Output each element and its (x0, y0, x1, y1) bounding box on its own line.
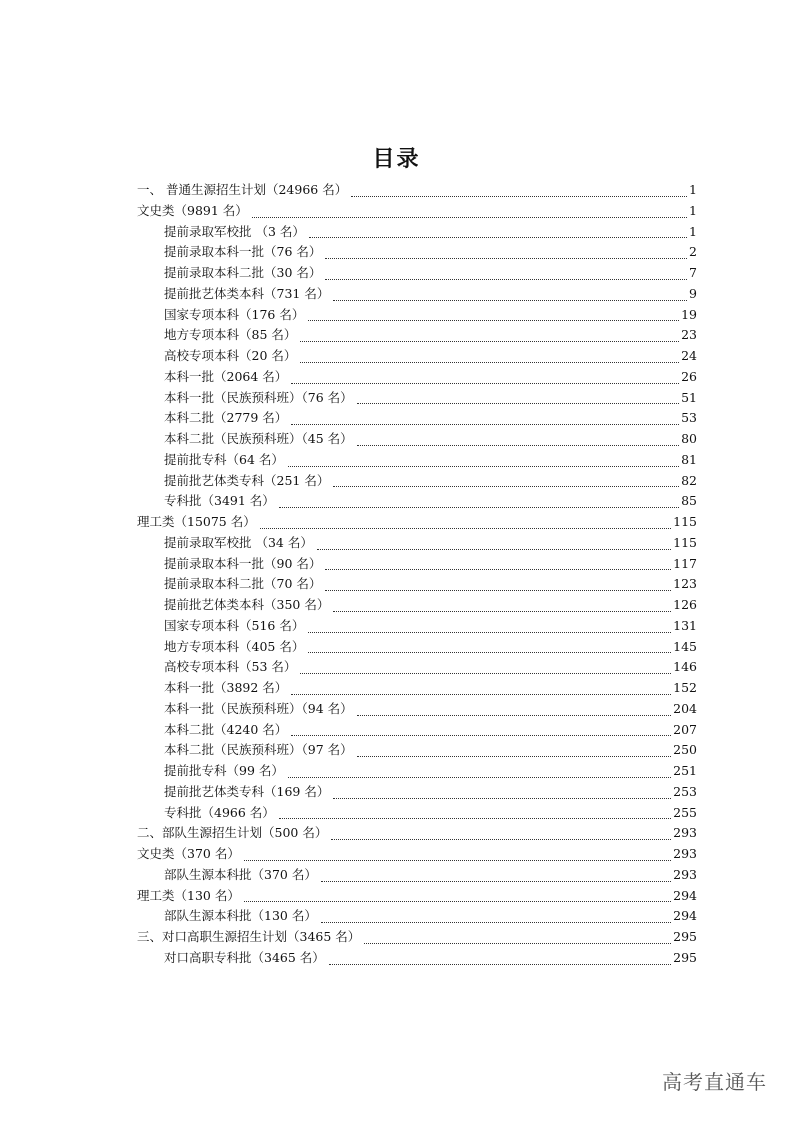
toc-entry-label: 理工类（15075 名） (137, 514, 256, 529)
toc-entry[interactable] (137, 948, 697, 969)
toc-entry-label: 提前批艺体类专科（169 名） (164, 783, 330, 799)
toc-dot-leader (288, 465, 679, 467)
toc-entry-page-number: 123 (673, 576, 697, 592)
toc-entry[interactable] (137, 595, 697, 616)
toc-entry-page-number: 115 (673, 514, 697, 529)
toc-entry[interactable] (137, 554, 697, 575)
toc-entry[interactable] (137, 657, 697, 678)
toc-entry-label: 二、部队生源招生计划（500 名） (137, 825, 328, 841)
toc-entry-page-number: 1 (689, 223, 697, 239)
toc-dot-leader (321, 880, 671, 882)
toc-entry[interactable] (137, 886, 697, 907)
toc-entry[interactable] (137, 388, 697, 409)
toc-dot-leader (300, 340, 679, 342)
toc-dot-leader (291, 382, 679, 384)
toc-entry-page-number: 51 (681, 389, 697, 405)
toc-dot-leader (291, 693, 671, 695)
toc-dot-leader (357, 755, 672, 757)
toc-dot-leader (364, 942, 671, 944)
toc-dot-leader (333, 485, 679, 487)
toc-entry[interactable] (137, 263, 697, 284)
toc-entry-page-number: 9 (689, 285, 697, 301)
toc-dot-leader (244, 859, 671, 861)
toc-entry-page-number: 295 (673, 949, 697, 965)
toc-entry-label: 地方专项本科（405 名） (164, 638, 305, 654)
toc-entry-label: 提前录取本科一批（76 名） (164, 244, 322, 260)
toc-dot-leader (333, 797, 671, 799)
toc-entry-page-number: 294 (673, 908, 697, 924)
toc-entry[interactable] (137, 408, 697, 429)
toc-entry-label: 专科批（4966 名） (164, 804, 275, 820)
toc-dot-leader (331, 838, 671, 840)
toc-entry[interactable] (137, 906, 697, 927)
toc-entry[interactable] (137, 740, 697, 761)
toc-dot-leader (244, 900, 671, 902)
toc-entry-page-number: 1 (689, 202, 697, 218)
toc-entry[interactable] (137, 346, 697, 367)
toc-entry[interactable] (137, 325, 697, 346)
toc-dot-leader (325, 568, 671, 570)
toc-entry-page-number: 19 (681, 306, 697, 322)
toc-entry-label: 本科二批（民族预科班）（45 名） (164, 431, 353, 446)
toc-dot-leader (357, 402, 679, 404)
toc-entry-label: 高校专项本科（20 名） (164, 348, 297, 363)
toc-entry[interactable] (137, 637, 697, 658)
toc-entry-label: 本科一批（民族预科班）（94 名） (164, 700, 353, 716)
toc-entry-page-number: 152 (673, 680, 697, 695)
toc-dot-leader (300, 361, 679, 363)
toc-entry-label: 国家专项本科（516 名） (164, 617, 305, 633)
toc-dot-leader (357, 714, 672, 716)
toc-entry-page-number: 82 (681, 472, 697, 488)
toc-entry-label: 本科二批（民族预科班）（97 名） (164, 742, 353, 758)
toc-entry-label: 对口高职专科批（3465 名） (164, 949, 325, 965)
toc-entry-label: 提前批专科（99 名） (164, 763, 284, 778)
toc-entry-label: 提前录取本科二批（70 名） (164, 576, 322, 592)
toc-entry-label: 文史类（370 名） (137, 846, 240, 861)
toc-entry-page-number: 250 (673, 742, 697, 758)
toc-entry-label: 高校专项本科（53 名） (164, 659, 297, 675)
toc-entry-label: 本科二批（4240 名） (164, 721, 288, 737)
toc-dot-leader (351, 195, 687, 197)
toc-entry[interactable] (137, 616, 697, 637)
toc-entry[interactable] (137, 927, 697, 948)
toc-entry[interactable] (137, 678, 697, 699)
toc-entry[interactable] (137, 491, 697, 512)
toc-entry[interactable] (137, 761, 697, 782)
toc-entry-label: 理工类（130 名） (137, 887, 240, 903)
toc-entry[interactable] (137, 865, 697, 886)
toc-entry[interactable] (137, 512, 697, 533)
toc-entry-label: 本科一批（3892 名） (164, 680, 288, 695)
toc-entry-label: 一、 普通生源招生计划（24966 名） (137, 182, 348, 197)
toc-entry-page-number: 255 (673, 804, 697, 820)
toc-entry-page-number: 204 (673, 700, 697, 716)
toc-dot-leader (279, 817, 671, 819)
toc-entry-label: 提前批艺体类本科（350 名） (164, 597, 330, 612)
page-title: 目录 (372, 146, 421, 172)
toc-entry-page-number: 2 (689, 244, 697, 260)
toc-dot-leader (329, 963, 671, 965)
toc-entry-label: 提前录取本科二批（30 名） (164, 265, 322, 280)
toc-dot-leader (325, 589, 671, 591)
toc-entry-page-number: 23 (681, 327, 697, 343)
toc-entry-page-number: 293 (673, 846, 697, 861)
toc-dot-leader (252, 216, 687, 218)
toc-entry-page-number: 131 (673, 617, 697, 633)
toc-entry[interactable] (137, 242, 697, 263)
toc-entry-page-number: 145 (673, 638, 697, 654)
toc-entry-label: 部队生源本科批（370 名） (164, 866, 317, 882)
toc-dot-leader (333, 610, 671, 612)
toc-entry-label: 提前录取军校批 （34 名） (164, 534, 313, 550)
watermark-text: 高考直通车 (662, 1070, 767, 1094)
toc-entry[interactable] (137, 201, 697, 222)
toc-entry[interactable] (137, 180, 697, 201)
toc-entry-label: 本科一批（2064 名） (164, 368, 288, 384)
toc-dot-leader (291, 423, 679, 425)
toc-dot-leader (260, 527, 671, 529)
toc-dot-leader (309, 236, 687, 238)
toc-entry-page-number: 7 (689, 265, 697, 280)
toc-entry-page-number: 293 (673, 866, 697, 882)
toc-dot-leader (288, 776, 671, 778)
toc-dot-leader (325, 278, 687, 280)
toc-entry-label: 本科一批（民族预科班）（76 名） (164, 389, 353, 405)
toc-entry-page-number: 295 (673, 929, 697, 944)
toc-entry-page-number: 294 (673, 887, 697, 903)
toc-entry-page-number: 146 (673, 659, 697, 675)
toc-entry[interactable] (137, 222, 697, 243)
toc-entry-label: 提前批艺体类本科（731 名） (164, 285, 330, 301)
toc-dot-leader (291, 734, 671, 736)
toc-entry[interactable] (137, 533, 697, 554)
toc-entry[interactable] (137, 844, 697, 865)
toc-dot-leader (279, 506, 679, 508)
toc-dot-leader (300, 672, 671, 674)
toc-entry-page-number: 207 (673, 721, 697, 737)
toc-entry-label: 地方专项本科（85 名） (164, 327, 297, 343)
toc-entry-label: 提前批艺体类专科（251 名） (164, 472, 330, 488)
toc-dot-leader (317, 548, 671, 550)
toc-entry-label: 专科批（3491 名） (164, 493, 275, 509)
toc-entry-page-number: 1 (689, 182, 697, 197)
toc-entry-label: 提前批专科（64 名） (164, 451, 284, 467)
toc-entry-page-number: 253 (673, 783, 697, 799)
toc-dot-leader (308, 319, 679, 321)
toc-entry-page-number: 24 (681, 348, 697, 363)
table-of-contents (137, 180, 697, 969)
toc-entry[interactable] (137, 284, 697, 305)
toc-entry-label: 提前录取军校批 （3 名） (164, 223, 305, 239)
toc-entry-page-number: 126 (673, 597, 697, 612)
toc-entry[interactable] (137, 803, 697, 824)
toc-entry[interactable] (137, 471, 697, 492)
toc-entry-label: 提前录取本科一批（90 名） (164, 555, 322, 571)
toc-dot-leader (308, 651, 671, 653)
toc-entry-page-number: 85 (681, 493, 697, 509)
toc-entry-page-number: 117 (673, 555, 697, 571)
toc-entry[interactable] (137, 782, 697, 803)
toc-entry-label: 国家专项本科（176 名） (164, 306, 305, 322)
toc-entry-page-number: 80 (681, 431, 697, 446)
toc-entry[interactable] (137, 429, 697, 450)
toc-dot-leader (357, 444, 679, 446)
toc-entry[interactable] (137, 450, 697, 471)
toc-entry-label: 三、对口高职生源招生计划（3465 名） (137, 929, 361, 944)
toc-dot-leader (308, 631, 671, 633)
toc-entry[interactable] (137, 367, 697, 388)
toc-entry[interactable] (137, 305, 697, 326)
toc-entry-label: 部队生源本科批（130 名） (164, 908, 317, 924)
toc-entry-page-number: 81 (681, 451, 697, 467)
toc-entry-label: 本科二批（2779 名） (164, 410, 288, 426)
toc-dot-leader (325, 257, 687, 259)
toc-dot-leader (333, 299, 687, 301)
toc-entry-page-number: 251 (673, 763, 697, 778)
toc-entry[interactable] (137, 699, 697, 720)
toc-entry-page-number: 293 (673, 825, 697, 841)
toc-entry[interactable] (137, 823, 697, 844)
toc-entry-label: 文史类（9891 名） (137, 202, 248, 218)
toc-dot-leader (321, 921, 671, 923)
toc-entry-page-number: 26 (681, 368, 697, 384)
toc-entry[interactable] (137, 574, 697, 595)
toc-entry[interactable] (137, 720, 697, 741)
toc-entry-page-number: 115 (673, 534, 697, 550)
toc-entry-page-number: 53 (681, 410, 697, 426)
